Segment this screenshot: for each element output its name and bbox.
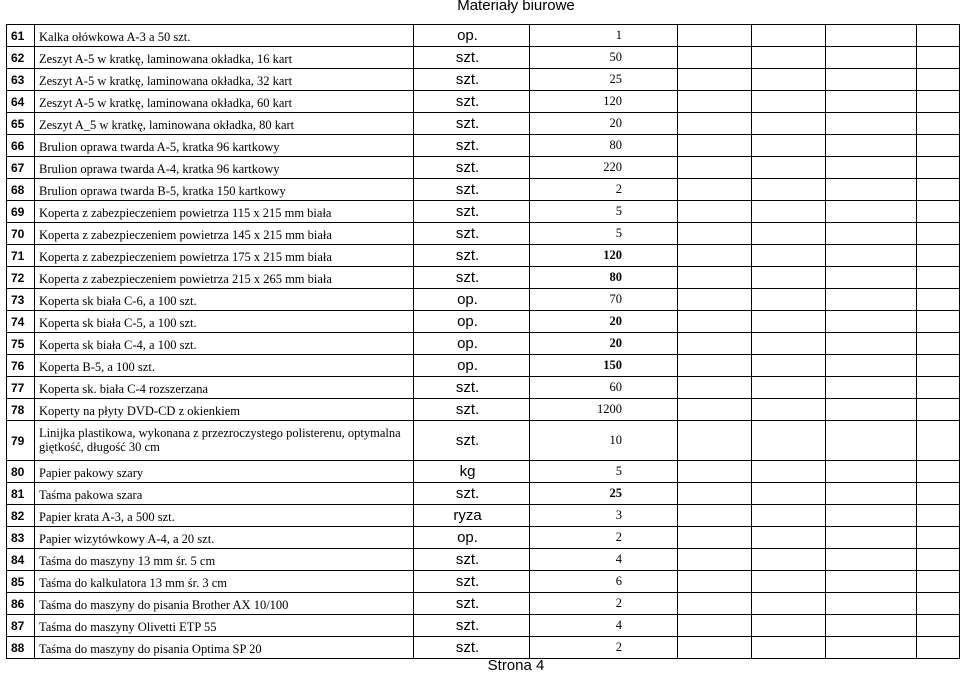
item-unit: op. bbox=[414, 311, 530, 333]
item-name: Koperta sk biała C-4, a 100 szt. bbox=[35, 333, 414, 355]
table-row bbox=[7, 91, 960, 113]
empty-cell bbox=[752, 355, 826, 377]
empty-cell bbox=[917, 91, 960, 113]
empty-cell bbox=[826, 421, 917, 461]
item-quantity: 2 bbox=[530, 179, 678, 201]
empty-cell bbox=[917, 25, 960, 47]
empty-cell bbox=[752, 69, 826, 91]
item-name: Zeszyt A-5 w kratkę, laminowana okładka, 60 kart bbox=[35, 91, 414, 113]
empty-cell bbox=[826, 289, 917, 311]
row-number: 68 bbox=[7, 179, 35, 201]
item-name: Koperta z zabezpieczeniem powietrza 215 x 265 mm biała bbox=[35, 267, 414, 289]
empty-cell bbox=[678, 157, 752, 179]
item-name: Zeszyt A-5 w kratkę, laminowana okładka, 32 kart bbox=[35, 69, 414, 91]
table-row bbox=[7, 421, 960, 461]
item-name: Kalka ołówkowa A-3 a 50 szt. bbox=[35, 25, 414, 47]
empty-cell bbox=[917, 399, 960, 421]
row-number: 69 bbox=[7, 201, 35, 223]
empty-cell bbox=[917, 245, 960, 267]
row-number: 63 bbox=[7, 69, 35, 91]
empty-cell bbox=[678, 615, 752, 637]
empty-cell bbox=[678, 91, 752, 113]
empty-cell bbox=[917, 615, 960, 637]
empty-cell bbox=[752, 399, 826, 421]
empty-cell bbox=[678, 505, 752, 527]
item-quantity: 25 bbox=[530, 69, 678, 91]
item-name: Brulion oprawa twarda A-4, kratka 96 kartkowy bbox=[35, 157, 414, 179]
item-name: Koperta z zabezpieczeniem powietrza 175 x 215 mm biała bbox=[35, 245, 414, 267]
row-number: 88 bbox=[7, 637, 35, 659]
item-name: Koperta sk. biała C-4 rozszerzana bbox=[35, 377, 414, 399]
item-quantity: 220 bbox=[530, 157, 678, 179]
item-quantity: 2 bbox=[530, 527, 678, 549]
empty-cell bbox=[826, 615, 917, 637]
empty-cell bbox=[917, 333, 960, 355]
row-number: 85 bbox=[7, 571, 35, 593]
empty-cell bbox=[678, 201, 752, 223]
empty-cell bbox=[917, 527, 960, 549]
item-name: Linijka plastikowa, wykonana z przezroczystego polisterenu, optymalna giętkość, długość 30 cm bbox=[35, 421, 414, 461]
table-row bbox=[7, 505, 960, 527]
item-name: Koperta sk biała C-6, a 100 szt. bbox=[35, 289, 414, 311]
empty-cell bbox=[826, 571, 917, 593]
empty-cell bbox=[678, 377, 752, 399]
empty-cell bbox=[678, 267, 752, 289]
table-row bbox=[7, 615, 960, 637]
table-row bbox=[7, 461, 960, 483]
empty-cell bbox=[678, 527, 752, 549]
empty-cell bbox=[826, 549, 917, 571]
empty-cell bbox=[826, 201, 917, 223]
item-unit: szt. bbox=[414, 201, 530, 223]
empty-cell bbox=[752, 333, 826, 355]
item-quantity: 2 bbox=[530, 593, 678, 615]
empty-cell bbox=[826, 333, 917, 355]
item-quantity: 50 bbox=[530, 47, 678, 69]
item-name: Koperta z zabezpieczeniem powietrza 115 x 215 mm biała bbox=[35, 201, 414, 223]
row-number: 83 bbox=[7, 527, 35, 549]
item-name: Taśma do kalkulatora 13 mm śr. 3 cm bbox=[35, 571, 414, 593]
page-header-title: Materiały biurowe bbox=[457, 0, 575, 14]
table-row bbox=[7, 311, 960, 333]
item-quantity: 4 bbox=[530, 549, 678, 571]
item-quantity: 25 bbox=[530, 483, 678, 505]
empty-cell bbox=[917, 135, 960, 157]
item-unit: szt. bbox=[414, 615, 530, 637]
empty-cell bbox=[678, 113, 752, 135]
empty-cell bbox=[826, 91, 917, 113]
empty-cell bbox=[917, 113, 960, 135]
empty-cell bbox=[752, 527, 826, 549]
empty-cell bbox=[752, 571, 826, 593]
row-number: 82 bbox=[7, 505, 35, 527]
empty-cell bbox=[917, 47, 960, 69]
empty-cell bbox=[917, 355, 960, 377]
item-unit: szt. bbox=[414, 69, 530, 91]
row-number: 81 bbox=[7, 483, 35, 505]
empty-cell bbox=[826, 311, 917, 333]
item-quantity: 20 bbox=[530, 113, 678, 135]
empty-cell bbox=[826, 267, 917, 289]
empty-cell bbox=[752, 223, 826, 245]
item-unit: szt. bbox=[414, 47, 530, 69]
item-quantity: 70 bbox=[530, 289, 678, 311]
empty-cell bbox=[826, 399, 917, 421]
empty-cell bbox=[752, 91, 826, 113]
empty-cell bbox=[826, 245, 917, 267]
empty-cell bbox=[678, 135, 752, 157]
table-row bbox=[7, 527, 960, 549]
table-row bbox=[7, 47, 960, 69]
empty-cell bbox=[826, 505, 917, 527]
item-unit: szt. bbox=[414, 91, 530, 113]
item-unit: szt. bbox=[414, 421, 530, 461]
item-unit: szt. bbox=[414, 571, 530, 593]
empty-cell bbox=[752, 615, 826, 637]
item-unit: op. bbox=[414, 527, 530, 549]
row-number: 74 bbox=[7, 311, 35, 333]
empty-cell bbox=[752, 593, 826, 615]
item-unit: szt. bbox=[414, 377, 530, 399]
table-row bbox=[7, 25, 960, 47]
item-name: Zeszyt A-5 w kratkę, laminowana okładka, 16 kart bbox=[35, 47, 414, 69]
item-quantity: 80 bbox=[530, 267, 678, 289]
table-row bbox=[7, 289, 960, 311]
empty-cell bbox=[917, 179, 960, 201]
item-unit: op. bbox=[414, 25, 530, 47]
item-name: Koperty na płyty DVD-CD z okienkiem bbox=[35, 399, 414, 421]
empty-cell bbox=[917, 69, 960, 91]
item-unit: szt. bbox=[414, 135, 530, 157]
empty-cell bbox=[752, 549, 826, 571]
empty-cell bbox=[678, 311, 752, 333]
item-unit: op. bbox=[414, 355, 530, 377]
row-number: 75 bbox=[7, 333, 35, 355]
empty-cell bbox=[917, 421, 960, 461]
empty-cell bbox=[917, 571, 960, 593]
item-name: Papier wizytówkowy A-4, a 20 szt. bbox=[35, 527, 414, 549]
item-unit: op. bbox=[414, 333, 530, 355]
empty-cell bbox=[826, 47, 917, 69]
empty-cell bbox=[678, 245, 752, 267]
item-unit: szt. bbox=[414, 593, 530, 615]
item-unit: szt. bbox=[414, 157, 530, 179]
empty-cell bbox=[917, 505, 960, 527]
empty-cell bbox=[917, 201, 960, 223]
table-row bbox=[7, 201, 960, 223]
item-quantity: 150 bbox=[530, 355, 678, 377]
row-number: 70 bbox=[7, 223, 35, 245]
table-row bbox=[7, 549, 960, 571]
item-unit: szt. bbox=[414, 267, 530, 289]
row-number: 71 bbox=[7, 245, 35, 267]
item-name: Koperta z zabezpieczeniem powietrza 145 x 215 mm biała bbox=[35, 223, 414, 245]
empty-cell bbox=[826, 113, 917, 135]
empty-cell bbox=[678, 69, 752, 91]
empty-cell bbox=[752, 113, 826, 135]
empty-cell bbox=[917, 483, 960, 505]
empty-cell bbox=[752, 289, 826, 311]
empty-cell bbox=[752, 637, 826, 659]
empty-cell bbox=[752, 505, 826, 527]
item-name: Taśma pakowa szara bbox=[35, 483, 414, 505]
empty-cell bbox=[826, 593, 917, 615]
item-quantity: 3 bbox=[530, 505, 678, 527]
item-quantity: 120 bbox=[530, 91, 678, 113]
empty-cell bbox=[826, 355, 917, 377]
row-number: 77 bbox=[7, 377, 35, 399]
item-unit: ryza bbox=[414, 505, 530, 527]
empty-cell bbox=[917, 311, 960, 333]
empty-cell bbox=[752, 483, 826, 505]
empty-cell bbox=[917, 593, 960, 615]
empty-cell bbox=[678, 421, 752, 461]
row-number: 65 bbox=[7, 113, 35, 135]
item-quantity: 6 bbox=[530, 571, 678, 593]
item-name: Zeszyt A_5 w kratkę, laminowana okładka, 80 kart bbox=[35, 113, 414, 135]
row-number: 64 bbox=[7, 91, 35, 113]
item-quantity: 20 bbox=[530, 333, 678, 355]
page-footer: Strona 4 bbox=[487, 657, 545, 674]
materials-table bbox=[6, 24, 960, 659]
item-name: Taśma do maszyny Olivetti ETP 55 bbox=[35, 615, 414, 637]
item-quantity: 5 bbox=[530, 461, 678, 483]
row-number: 61 bbox=[7, 25, 35, 47]
item-name: Taśma do maszyny 13 mm śr. 5 cm bbox=[35, 549, 414, 571]
item-unit: szt. bbox=[414, 179, 530, 201]
empty-cell bbox=[826, 377, 917, 399]
item-quantity: 20 bbox=[530, 311, 678, 333]
item-name: Papier pakowy szary bbox=[35, 461, 414, 483]
item-name: Taśma do maszyny do pisania Brother AX 10/100 bbox=[35, 593, 414, 615]
item-quantity: 80 bbox=[530, 135, 678, 157]
empty-cell bbox=[917, 377, 960, 399]
empty-cell bbox=[752, 201, 826, 223]
table-row bbox=[7, 355, 960, 377]
row-number: 80 bbox=[7, 461, 35, 483]
item-unit: szt. bbox=[414, 113, 530, 135]
empty-cell bbox=[752, 179, 826, 201]
table-row bbox=[7, 267, 960, 289]
table-row bbox=[7, 69, 960, 91]
table-row bbox=[7, 333, 960, 355]
empty-cell bbox=[826, 223, 917, 245]
empty-cell bbox=[826, 461, 917, 483]
empty-cell bbox=[826, 69, 917, 91]
empty-cell bbox=[917, 223, 960, 245]
table-row bbox=[7, 245, 960, 267]
item-quantity: 1 bbox=[530, 25, 678, 47]
row-number: 79 bbox=[7, 421, 35, 461]
item-name: Taśma do maszyny do pisania Optima SP 20 bbox=[35, 637, 414, 659]
item-name: Brulion oprawa twarda B-5, kratka 150 kartkowy bbox=[35, 179, 414, 201]
item-quantity: 120 bbox=[530, 245, 678, 267]
item-quantity: 60 bbox=[530, 377, 678, 399]
item-unit: szt. bbox=[414, 483, 530, 505]
item-name: Papier krata A-3, a 500 szt. bbox=[35, 505, 414, 527]
row-number: 87 bbox=[7, 615, 35, 637]
empty-cell bbox=[917, 157, 960, 179]
empty-cell bbox=[826, 637, 917, 659]
empty-cell bbox=[678, 25, 752, 47]
empty-cell bbox=[752, 157, 826, 179]
empty-cell bbox=[678, 47, 752, 69]
row-number: 73 bbox=[7, 289, 35, 311]
item-name: Koperta B-5, a 100 szt. bbox=[35, 355, 414, 377]
item-unit: op. bbox=[414, 289, 530, 311]
item-unit: szt. bbox=[414, 245, 530, 267]
item-quantity: 1200 bbox=[530, 399, 678, 421]
empty-cell bbox=[917, 267, 960, 289]
item-quantity: 10 bbox=[530, 421, 678, 461]
row-number: 78 bbox=[7, 399, 35, 421]
row-number: 66 bbox=[7, 135, 35, 157]
item-quantity: 5 bbox=[530, 223, 678, 245]
empty-cell bbox=[752, 421, 826, 461]
table-row bbox=[7, 593, 960, 615]
empty-cell bbox=[752, 461, 826, 483]
item-quantity: 4 bbox=[530, 615, 678, 637]
empty-cell bbox=[752, 377, 826, 399]
empty-cell bbox=[678, 637, 752, 659]
table-row bbox=[7, 483, 960, 505]
table-row bbox=[7, 179, 960, 201]
empty-cell bbox=[678, 223, 752, 245]
table-row bbox=[7, 377, 960, 399]
empty-cell bbox=[678, 399, 752, 421]
empty-cell bbox=[826, 179, 917, 201]
item-unit: szt. bbox=[414, 399, 530, 421]
empty-cell bbox=[826, 135, 917, 157]
empty-cell bbox=[917, 289, 960, 311]
item-unit: szt. bbox=[414, 637, 530, 659]
item-name: Koperta sk biała C-5, a 100 szt. bbox=[35, 311, 414, 333]
empty-cell bbox=[678, 593, 752, 615]
empty-cell bbox=[826, 527, 917, 549]
empty-cell bbox=[678, 549, 752, 571]
empty-cell bbox=[678, 179, 752, 201]
row-number: 86 bbox=[7, 593, 35, 615]
empty-cell bbox=[752, 245, 826, 267]
empty-cell bbox=[917, 549, 960, 571]
row-number: 67 bbox=[7, 157, 35, 179]
empty-cell bbox=[752, 25, 826, 47]
empty-cell bbox=[752, 47, 826, 69]
table-row bbox=[7, 399, 960, 421]
empty-cell bbox=[917, 637, 960, 659]
empty-cell bbox=[917, 461, 960, 483]
row-number: 76 bbox=[7, 355, 35, 377]
empty-cell bbox=[752, 267, 826, 289]
materials-table-body bbox=[7, 25, 960, 659]
row-number: 72 bbox=[7, 267, 35, 289]
empty-cell bbox=[678, 289, 752, 311]
row-number: 62 bbox=[7, 47, 35, 69]
item-unit: szt. bbox=[414, 223, 530, 245]
empty-cell bbox=[752, 311, 826, 333]
table-row bbox=[7, 637, 960, 659]
empty-cell bbox=[678, 483, 752, 505]
item-name: Brulion oprawa twarda A-5, kratka 96 kartkowy bbox=[35, 135, 414, 157]
empty-cell bbox=[826, 25, 917, 47]
empty-cell bbox=[678, 333, 752, 355]
table-row bbox=[7, 157, 960, 179]
item-quantity: 2 bbox=[530, 637, 678, 659]
table-row bbox=[7, 571, 960, 593]
item-quantity: 5 bbox=[530, 201, 678, 223]
table-row bbox=[7, 113, 960, 135]
table-row bbox=[7, 135, 960, 157]
empty-cell bbox=[678, 461, 752, 483]
row-number: 84 bbox=[7, 549, 35, 571]
empty-cell bbox=[752, 135, 826, 157]
table-row bbox=[7, 223, 960, 245]
empty-cell bbox=[678, 571, 752, 593]
empty-cell bbox=[826, 483, 917, 505]
empty-cell bbox=[678, 355, 752, 377]
item-unit: szt. bbox=[414, 549, 530, 571]
item-unit: kg bbox=[414, 461, 530, 483]
empty-cell bbox=[826, 157, 917, 179]
